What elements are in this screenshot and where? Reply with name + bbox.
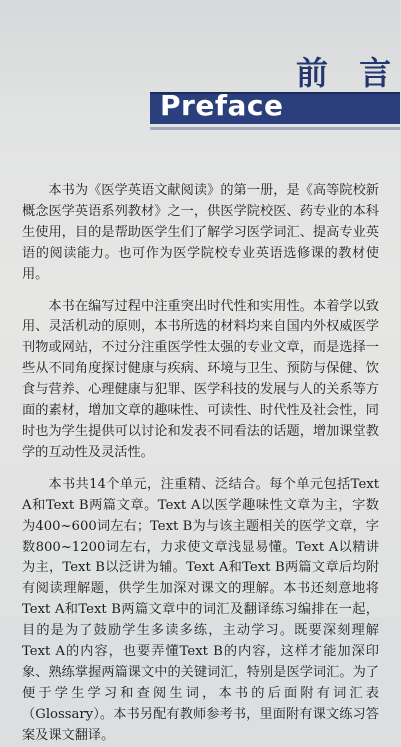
paragraph: 本书为《医学英语文献阅读》的第一册，是《高等院校新概念医学英语系列教材》之一，供医学院校医、药专业的本科生使用，目的是帮助医学生们了解学习医学词汇、提高专业英语的阅读能力。也可作为医学院校专业英语选修课的教材使用。 — [22, 183, 379, 282]
preface-body — [22, 181, 379, 747]
english-title: Preface — [160, 89, 284, 122]
chinese-title: 前 言 — [296, 54, 401, 92]
paragraph: 本书在编写过程中注重突出时代性和实用性。本着学以致用、灵活机动的原则，本书所选的材料均来自国内外权威医学刊物或网站，不过分注重医学性太强的专业文章，而是选择一些从不同角度探讨健康与疾病、环境与卫生、预防与保健、饮食与营养、心理健康与犯罪、医学科技的发展与人的关系等方面的素材，增加文章的趣味性、可读性、时代性及社会性，同时也为学生提供可以讨论和发表不同看法的话题，增加课堂教学的互动性及灵活性。 — [22, 298, 379, 460]
paragraph: 本书共14个单元，注重精、泛结合。每个单元包括Text A和Text B两篇文章。Text A以医学趣味性文章为主，字数为400~600词左右；Text B为与该主题相关的医学文章，字数800~1200词左右，力求使文章浅显易懂。Text A以精讲为主，Text B以泛讲为辅。Text A和Text B两篇文章后均附有阅读理解题，供学生加深对课文的理解。本书还刻意地将Text A和Text B两篇文章中的词汇及翻译练习编排在一起，目的是为了鼓励学生多读多练，主动学习。既要深刻理解Text A的内容，也要弄懂Text B的内容，这样才能加深印象、熟练掌握两篇课文中的关键词汇，特别是医学词汇。为了便于学生学习和查阅生词，本书的后面附有词汇表（Glossary）。本书另配有教师参考书，里面附有课文练习答案及课文翻译。 — [22, 476, 379, 743]
